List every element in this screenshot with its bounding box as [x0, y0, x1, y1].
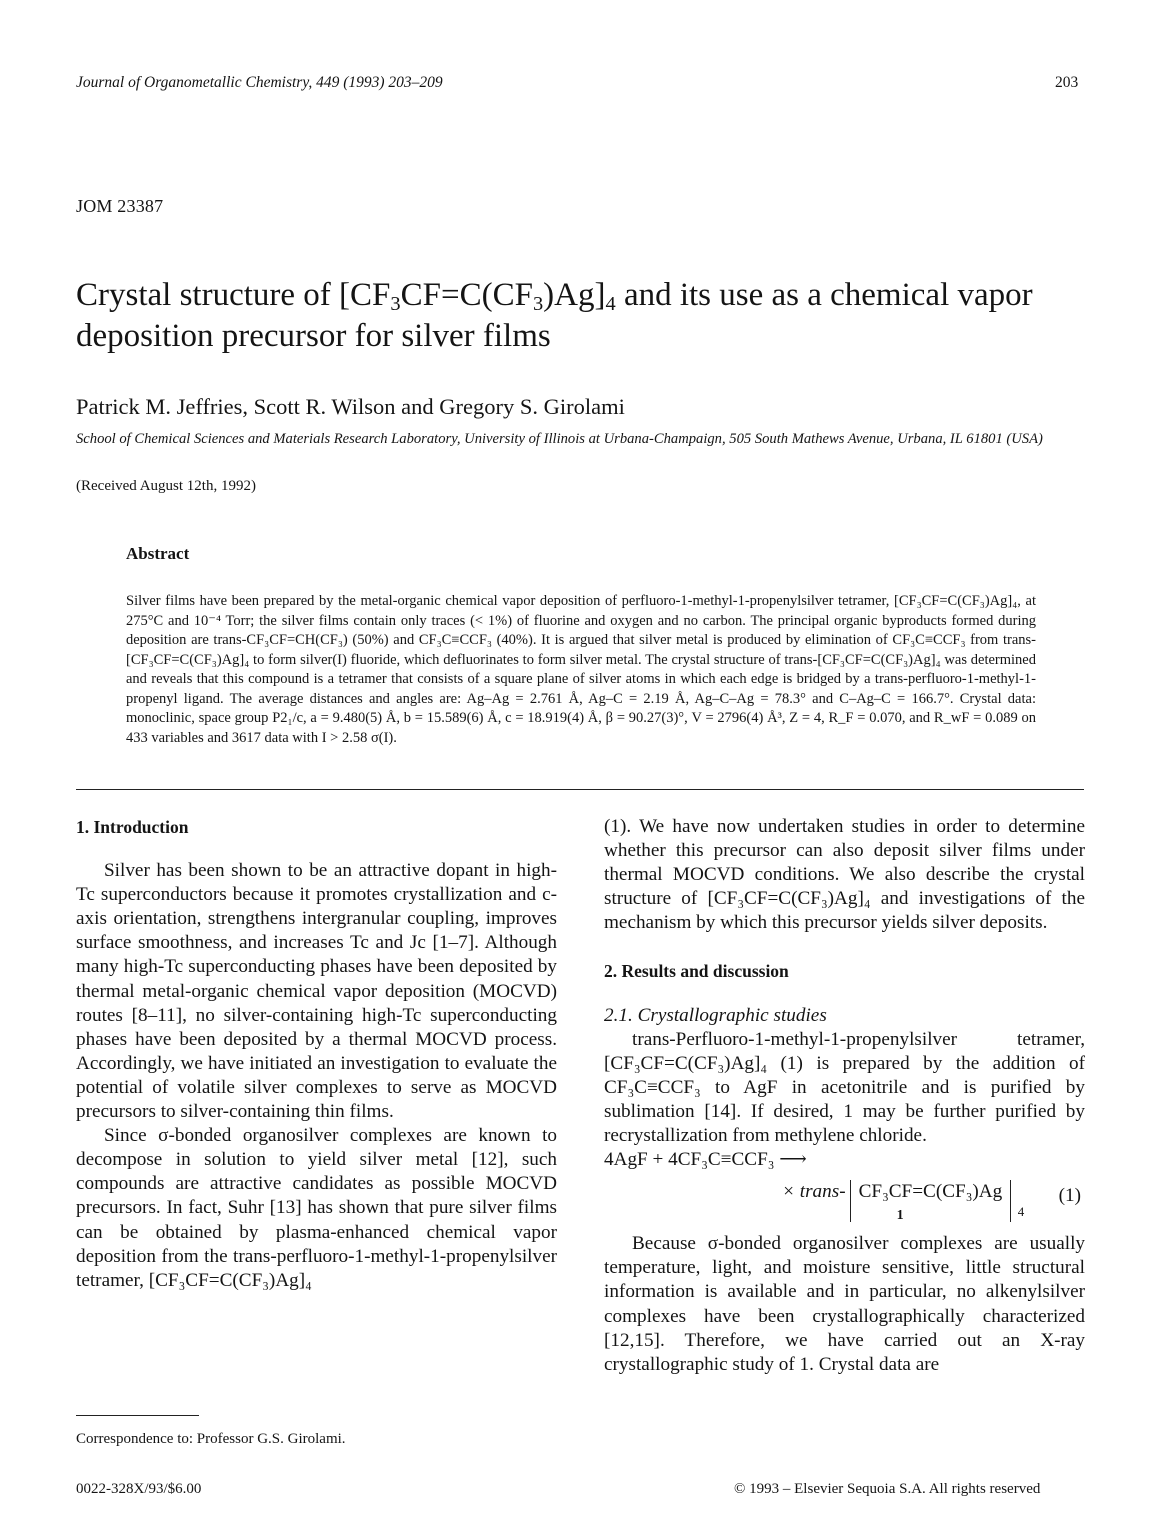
- abstract-heading: Abstract: [126, 544, 190, 563]
- equation-bracket: [850, 1180, 1025, 1224]
- paragraph: trans-Perfluoro-1-methyl-1-propenylsilver tetramer, [CF₃CF=C(CF₃)Ag]₄ (1) is prepared by the addition of CF₃C≡CCF₃ to AgF in acetonitrile and is purified by sublimation [14]. If desired, 1 may be further purified by recrystallization from methylene chloride.: [604, 1028, 1085, 1147]
- right-column: [604, 815, 1085, 1377]
- page-number: 203: [1055, 74, 1079, 91]
- copyright-notice: © 1993 – Elsevier Sequoia S.A. All rights reserved: [734, 1481, 1041, 1497]
- equation-body: CF₃CF=C(CF₃)Ag: [858, 1181, 1003, 1203]
- footnote-divider: [76, 1415, 199, 1416]
- paragraph: Because σ-bonded organosilver complexes are usually temperature, light, and moisture sensitive, little structural information is available and in particular, no alkenylsilver complexes have been crystallographically characterized [12,15]. Therefore, we have carried out an X-ray crystallographic study of 1. Crystal data are: [604, 1233, 1085, 1375]
- received-date: (Received August 12th, 1992): [76, 478, 256, 494]
- section-heading-results: 2. Results and discussion: [604, 961, 789, 982]
- subsection-heading: 2.1. Crystallographic studies: [604, 1004, 827, 1026]
- issn-price: 0022-328X/93/$6.00: [76, 1481, 202, 1497]
- correspondence-note: Correspondence to: Professor G.S. Girolami.: [76, 1431, 346, 1447]
- paper-title: Crystal structure of $[CF_3CF=C(CF_3)Ag]_4$ and its use as a chemical vapor deposition precursor for silver films: [76, 277, 1033, 354]
- paragraph: (1). We have now undertaken studies in order to determine whether this precursor can also deposit silver films under thermal MOCVD conditions. We also describe the crystal structure of [CF₃CF=C(CF₃)Ag]₄ and investigations of the mechanism by which this precursor yields silver deposits.: [604, 816, 1085, 934]
- equation-number: (1): [1058, 1185, 1081, 1207]
- paragraph: Since σ-bonded organosilver complexes are known to decompose in solution to yield silver metal [12], such compounds are attractive candidates as possible MOCVD precursors. In fact, Suhr [13] has shown that pure silver films can be obtained by plasma-enhanced chemical vapor deposition from the trans-perfluoro-1-methyl-1-propenylsilver tetramer, [CF₃CF=C(CF₃)Ag]₄: [76, 1125, 557, 1291]
- equation-compound-number: 1: [896, 1208, 904, 1224]
- left-column: [76, 815, 557, 1293]
- affiliation: School of Chemical Sciences and Materials Research Laboratory, University of Illinois at Urbana-Champaign, 505 South Mathews Avenue, Urbana, IL 61801 (USA): [76, 431, 1043, 447]
- equation-subscript: 4: [1017, 1204, 1025, 1220]
- section-divider: [76, 789, 1084, 790]
- jom-identifier: JOM 23387: [76, 196, 164, 216]
- author-list: Patrick M. Jeffries, Scott R. Wilson and Gregory S. Girolami: [76, 394, 625, 419]
- equation-prefix: × trans-: [782, 1181, 846, 1203]
- equation-line: 4AgF + 4CF₃C≡CCF₃ ⟶: [604, 1149, 807, 1171]
- paragraph: Silver has been shown to be an attractive dopant in high-Tc superconductors because it promotes crystallization and c-axis orientation, strengthens intergranular coupling, improves surface smoothness, and increases Tc and Jc [1–7]. Although many high-Tc superconducting phases have been deposited by thermal metal-organic chemical vapor deposition (MOCVD) routes [8–11], no silver-containing high-Tc superconducting phases have been deposited by a thermal MOCVD process. Accordingly, we have initiated an investigation to evaluate the potential of volatile silver complexes to serve as MOCVD precursors to silver-containing thin films.: [76, 860, 557, 1123]
- equation: [604, 1180, 1085, 1228]
- journal-header: Journal of Organometallic Chemistry, 449 (1993) 203–209: [76, 74, 443, 91]
- abstract-text: Silver films have been prepared by the metal-organic chemical vapor deposition of perfluoro-1-methyl-1-propenylsilver tetramer, [CF₃CF=C(CF₃)Ag]₄, at 275°C and 10⁻⁴ Torr; the silver films contain only traces (< 1%) of fluorine and oxygen and no carbon. The principal organic byproducts formed during deposition are trans-CF₃CF=CH(CF₃) (50%) and CF₃C≡CCF₃ (40%). It is argued that silver metal is produced by elimination of CF₃C≡CCF₃ from trans-[CF₃CF=C(CF₃)Ag]₄ to form silver(I) fluoride, which defluorinates to form silver metal. The crystal structure of trans-[CF₃CF=C(CF₃)Ag]₄ was determined and reveals that this compound is a tetramer that consists of a square plane of silver atoms in which each edge is bridged by a trans-perfluoro-1-methyl-1-propenyl ligand. The average distances and angles are: Ag–Ag = 2.761 Å, Ag–C = 2.19 Å, Ag–C–Ag = 78.3° and C–Ag–C = 166.7°. Crystal data: monoclinic, space group P2₁/c, a = 9.480(5) Å, b = 15.589(6) Å, c = 18.919(4) Å, β = 90.27(3)°, V = 2796(4) Å³, Z = 4, R_F = 0.070, and R_wF = 0.089 on 433 variables and 3617 data with I > 2.58 σ(I).: [126, 593, 1036, 746]
- section-heading-introduction: 1. Introduction: [76, 817, 189, 837]
